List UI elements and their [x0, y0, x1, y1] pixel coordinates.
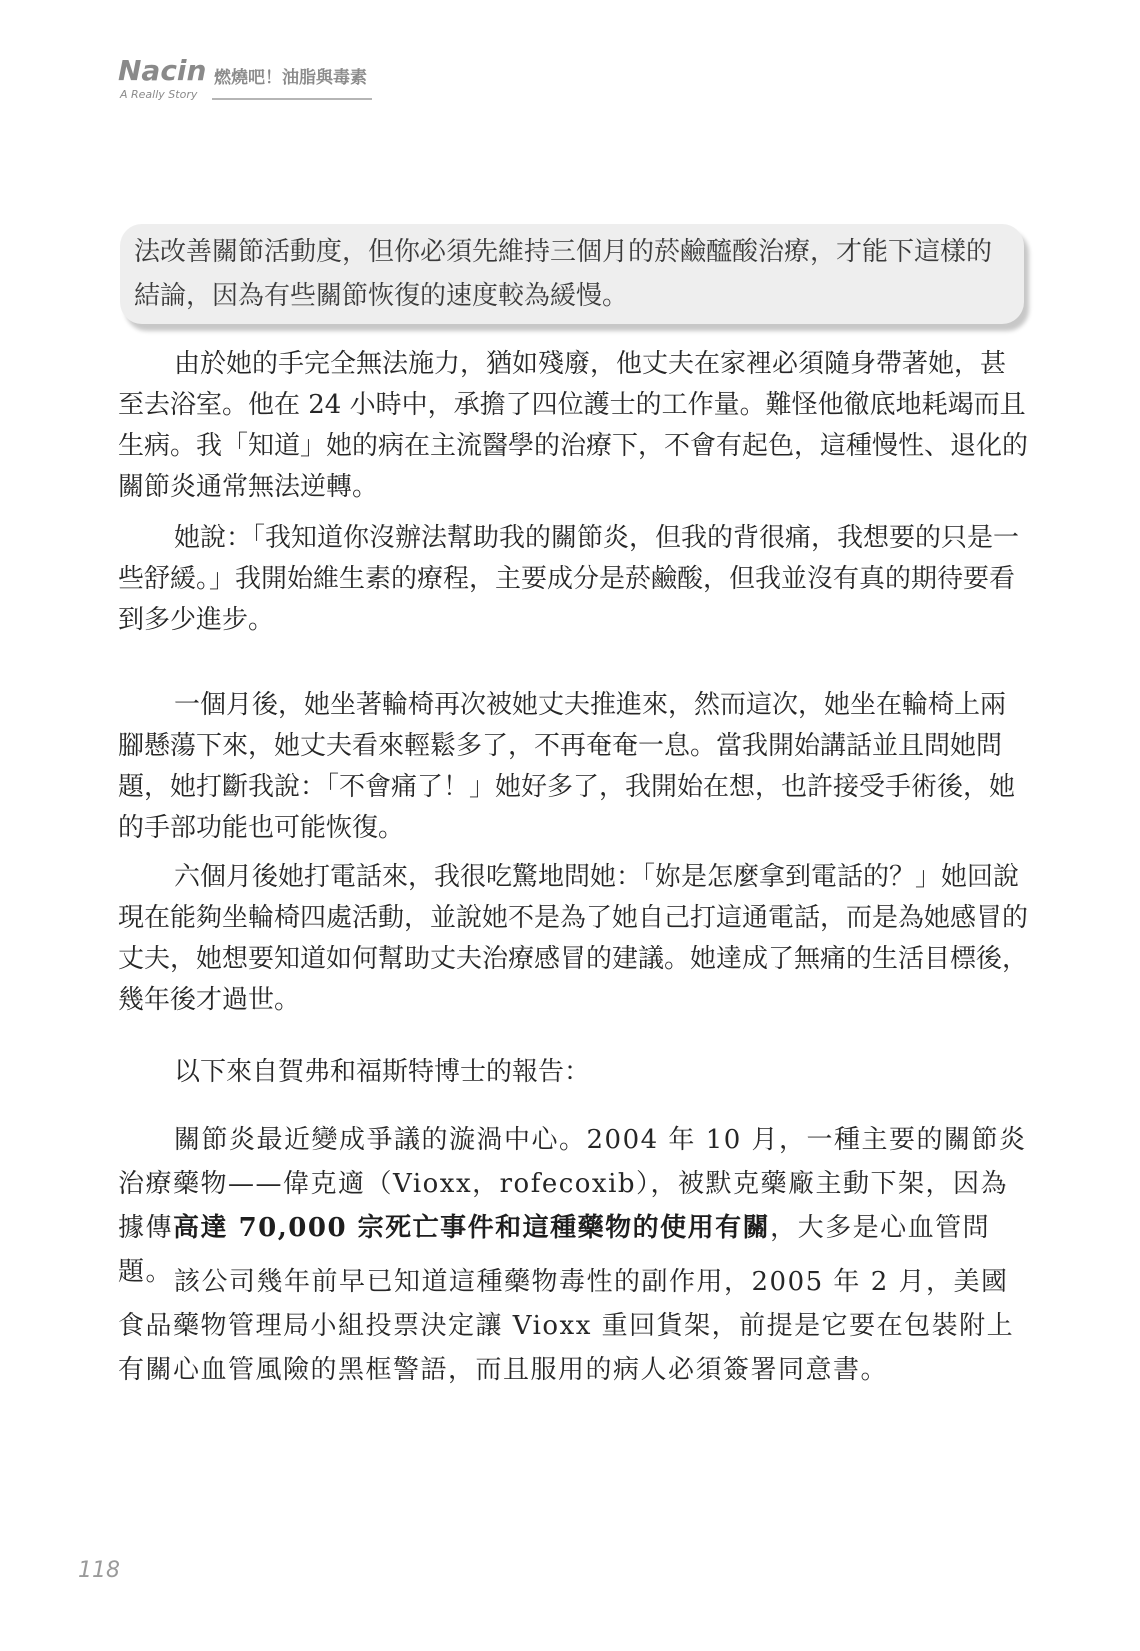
page-number: 118: [78, 1558, 120, 1583]
report-text: 關節炎最近變成爭議的漩渦中心。2004 年 10 月，一種主要的關節炎治療藥物——偉克適（Vioxx，rofecoxib），被默克藥廠主動下架，因為據傳: [118, 1125, 1027, 1243]
paragraph-1: 由於她的手完全無法施力，猶如殘廢，他丈夫在家裡必須隨身帶著她，甚至去浴室。他在 24 小時中，承擔了四位護士的工作量。難怪他徹底地耗竭而且生病。我「知道」她的病在主流醫學的治療下，不會有起色，這種慢性、退化的關節炎通常無法逆轉。: [118, 349, 1029, 502]
paragraph-4: 六個月後她打電話來，我很吃驚地問她：「妳是怎麼拿到電話的？」她回說現在能夠坐輪椅四處活動，並說她不是為了她自己打這通電話，而是為她感冒的丈夫，她想要知道如何幫助丈夫治療感冒的建議。她達成了無痛的生活目標後，幾年後才過世。: [118, 862, 1029, 1015]
brand-logo: Nacin: [118, 54, 207, 87]
quote-text: 法改善關節活動度，但你必須先維持三個月的菸鹼醯酸治療，才能下這樣的結論，因為有些關節恢復的速度較為緩慢。: [134, 237, 993, 311]
brand-tagline: A Really Story: [120, 88, 198, 101]
paragraph-2: 她說：「我知道你沒辦法幫助我的關節炎，但我的背很痛，我想要的只是一些舒緩。」我開始維生素的療程，主要成分是菸鹼酸，但我並沒有真的期待要看到多少進步。: [118, 523, 1020, 635]
book-title: 燃燒吧！油脂與毒素: [214, 68, 367, 88]
report-highlight: 高達 70,000 宗死亡事件和這種藥物的使用有關: [173, 1213, 771, 1243]
report-text-end: ，大多是心血管問題。: [118, 1213, 991, 1287]
quote-box: [120, 224, 1024, 324]
report-paragraph-2: 該公司幾年前早已知道這種藥物毒性的副作用，2005 年 2 月，美國食品藥物管理局小組投票決定讓 Vioxx 重回貨架，前提是它要在包裝附上有關心血管風險的黑框警語，而且服用的病人必須簽署同意書。: [118, 1267, 1015, 1385]
header-rule: [212, 98, 372, 100]
paragraph-5: 以下來自賀弗和福斯特博士的報告：: [174, 1057, 591, 1087]
running-header: [118, 56, 378, 108]
paragraph-3: 一個月後，她坐著輪椅再次被她丈夫推進來，然而這次，她坐在輪椅上兩腳懸蕩下來，她丈夫看來輕鬆多了，不再奄奄一息。當我開始講話並且問她問題，她打斷我說：「不會痛了！」她好多了，我開始在想，也許接受手術後，她的手部功能也可能恢復。: [118, 690, 1016, 843]
